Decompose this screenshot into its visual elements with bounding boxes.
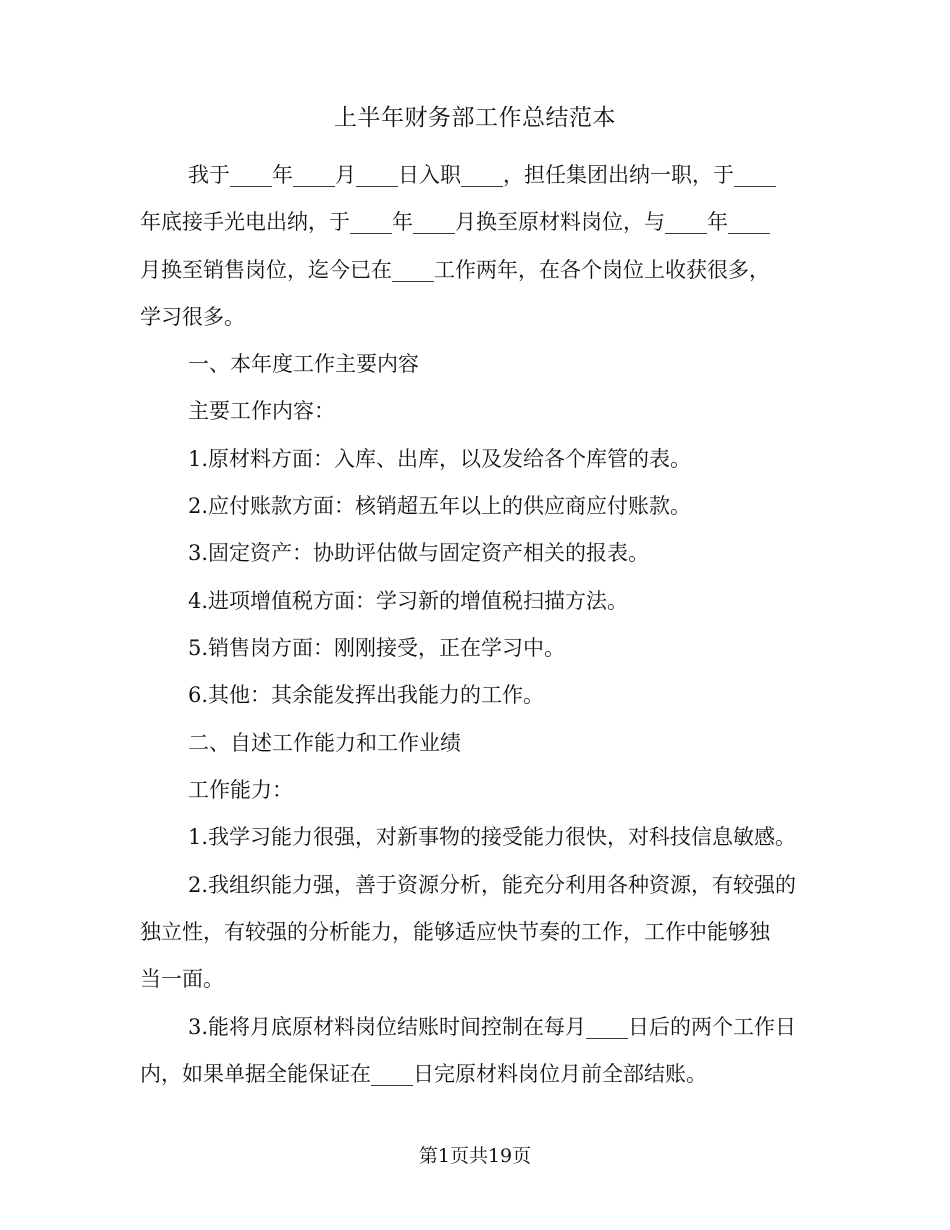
- list-item: 3.固定资产：协助评估做与固定资产相关的报表。: [188, 541, 650, 565]
- list-item: 1.原材料方面：入库、出库，以及发给各个库管的表。: [188, 447, 692, 471]
- list-item: 6.其他：其余能发挥出我能力的工作。: [188, 683, 545, 707]
- list-item: 2.应付账款方面：核销超五年以上的供应商应付账款。: [188, 494, 692, 518]
- paragraph-line: 月换至销售岗位，迄今已在____工作两年，在各个岗位上收获很多，: [140, 258, 770, 282]
- list-item: 1.我学习能力很强，对新事物的接受能力很快，对科技信息敏感。: [188, 825, 797, 849]
- subheading: 主要工作内容：: [188, 399, 335, 423]
- subheading: 工作能力：: [188, 778, 293, 802]
- section-heading: 二、自述工作能力和工作业绩: [188, 731, 461, 755]
- section-heading: 一、本年度工作主要内容: [188, 352, 419, 376]
- paragraph-line: 我于____年____月____日入职____，担任集团出纳一职，于____: [188, 163, 776, 187]
- paragraph-line: 学习很多。: [140, 305, 245, 329]
- list-item-continuation: 独立性，有较强的分析能力，能够适应快节奏的工作，工作中能够独: [140, 920, 770, 944]
- list-item: 2.我组织能力强，善于资源分析，能充分利用各种资源，有较强的: [188, 873, 797, 897]
- list-item-continuation: 内，如果单据全能保证在____日完原材料岗位月前全部结账。: [140, 1062, 707, 1086]
- list-item: 4.进项增值税方面：学习新的增值税扫描方法。: [188, 589, 629, 613]
- paragraph-line: 年底接手光电出纳，于____年____月换至原材料岗位，与____年____: [140, 210, 770, 234]
- document-title: 上半年财务部工作总结范本: [334, 105, 616, 131]
- list-item: 5.销售岗方面：刚刚接受，正在学习中。: [188, 636, 566, 660]
- list-item-continuation: 当一面。: [140, 967, 224, 991]
- list-item: 3.能将月底原材料岗位结账时间控制在每月____日后的两个工作日: [188, 1015, 797, 1039]
- page-number: 第1页共19页: [418, 1145, 532, 1167]
